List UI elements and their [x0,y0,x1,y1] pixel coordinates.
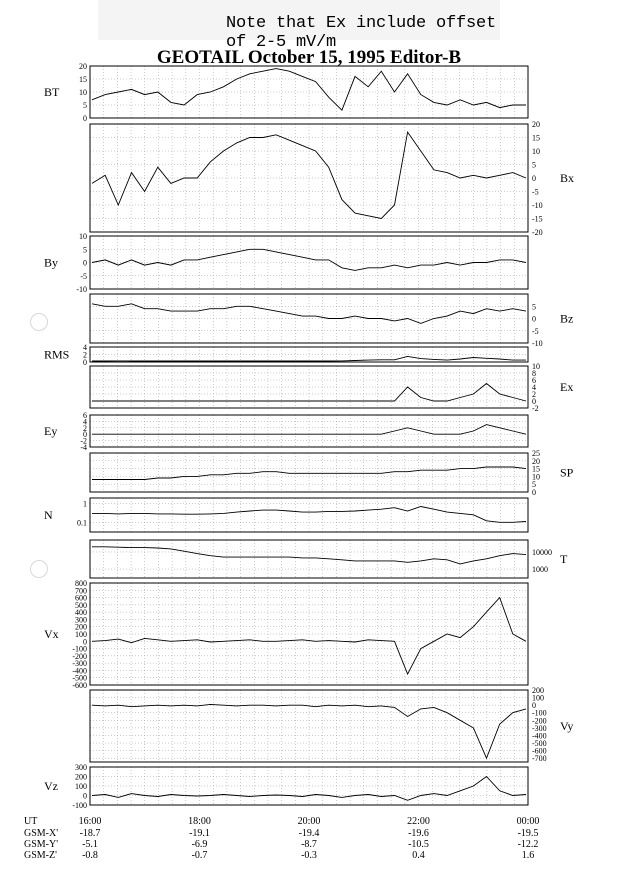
y-tick-label: 5 [532,480,536,490]
panel-rms [90,347,528,362]
y-tick-label: 5 [532,160,536,170]
y-tick-label: -600 [72,681,87,690]
y-tick-label: 20 [79,62,87,71]
y-tick-label: 500 [75,600,87,610]
panel-label: N [44,508,53,522]
y-tick-label: 0.1 [77,518,87,528]
series-line [92,249,526,270]
panel-label: BT [44,85,60,99]
y-tick-label: 20 [532,120,540,129]
y-tick-label: 0 [83,791,87,801]
series-line [92,425,526,435]
panel-label: Ex [560,380,574,394]
footer-value: -6.9 [191,839,208,850]
panel-bx [90,124,528,232]
panel-label: By [44,255,59,270]
footer-value: -12.2 [517,839,539,850]
panel-vy [90,690,528,762]
y-tick-label: 25 [532,449,540,458]
footer-value: 20:00 [297,816,321,827]
panel-sp [90,453,528,492]
y-tick-label: 0 [532,488,536,497]
y-tick-label: -300 [72,659,87,669]
y-tick-label: -300 [532,723,547,733]
footer-value: 1.6 [521,850,535,861]
y-tick-label: -400 [72,666,87,676]
y-tick-label: 0 [83,358,87,367]
y-tick-label: 6 [532,376,536,385]
y-tick-label: -200 [72,651,87,661]
y-tick-label: 300 [75,763,87,772]
y-tick-label: 4 [83,417,87,427]
y-tick-label: 15 [79,75,87,84]
y-tick-label: 300 [75,615,87,625]
y-tick-label: 2 [83,423,87,433]
panel-label: RMS [44,347,70,362]
y-tick-label: 5 [532,302,536,312]
panel-t [90,540,528,578]
y-tick-label: 100 [532,693,544,703]
y-tick-label: 0 [532,174,536,183]
footer-row-label: UT [24,816,38,827]
offset-note: Note that Ex include offset of 2-5 mV/m [226,14,497,52]
panel-label: Vx [44,627,59,641]
y-tick-label: 0 [83,637,87,647]
footer-value: 00:00 [516,816,540,827]
y-tick-label: 2 [532,390,536,399]
footer-value: -18.7 [79,828,101,839]
panel-frame [90,498,528,532]
y-tick-label: -500 [72,673,87,683]
footer-value: 22:00 [407,816,430,827]
y-tick-label: 100 [75,782,87,791]
y-tick-label: 5 [83,101,87,110]
footer-value: -19.4 [298,828,320,839]
footer-value: -0.7 [191,850,208,861]
y-tick-label: 400 [75,608,87,618]
panel-label: T [560,552,568,566]
panel-n [90,498,528,532]
panel-bz [90,294,528,343]
y-tick-label: -100 [532,708,547,718]
y-tick-label: 0 [83,258,87,268]
y-tick-label: -100 [72,801,87,810]
y-tick-label: 1 [83,499,87,509]
y-tick-label: -200 [532,716,547,726]
panel-label: Bz [560,311,574,326]
panel-label: Vy [560,719,574,733]
y-tick-label: 6 [83,411,87,420]
footer-value: 18:00 [188,816,211,827]
y-tick-label: -10 [532,339,543,348]
panel-label: SP [560,465,574,480]
y-tick-label: 10 [79,232,87,241]
panel-vx [90,583,528,685]
y-tick-label: 0 [83,430,87,440]
y-tick-label: 15 [532,133,540,143]
y-tick-label: 10000 [532,547,552,557]
footer-value: -10.5 [408,839,429,850]
footer-row-label: GSM-X' [24,828,59,839]
y-tick-label: 0 [532,701,536,711]
y-tick-label: -700 [532,754,547,764]
y-tick-label: -5 [532,326,539,336]
y-tick-label: -100 [72,644,87,654]
footer-value: 16:00 [78,816,102,827]
series-line [92,356,526,361]
footer-value: -19.6 [408,828,429,839]
y-tick-label: 600 [75,593,87,603]
panel-ey [90,415,528,447]
y-tick-label: 10 [532,147,540,156]
panel-label: Bx [560,171,575,185]
y-tick-label: 5 [83,245,87,255]
footer-row-label: GSM-Y' [24,839,59,850]
footer-value: 0.4 [412,850,425,861]
panel-ex [90,366,528,408]
footer-value: -5.1 [82,839,98,850]
y-tick-label: 8 [532,369,536,378]
y-tick-label: 200 [532,686,544,695]
y-tick-label: -10 [76,285,87,294]
chart-title: GEOTAIL October 15, 1995 Editor-B [156,47,462,68]
y-tick-label: 15 [532,464,540,474]
footer-value: -0.3 [301,850,317,861]
panel-label: Vz [44,779,58,793]
y-tick-label: -5 [80,271,87,281]
y-tick-label: -5 [532,187,539,197]
panel-by [90,236,528,289]
footer-value: -0.8 [82,850,98,861]
y-tick-label: 200 [75,772,87,782]
y-tick-label: 10 [532,362,540,371]
y-tick-label: -400 [532,731,547,741]
series-line [92,384,526,402]
footer-row-label: GSM-Z' [24,850,57,861]
y-tick-label: 100 [75,630,87,639]
panel-bt [90,66,528,118]
footer-value: -8.7 [301,839,317,850]
y-tick-label: 10 [79,88,87,97]
panel-label: Ey [44,424,58,438]
y-tick-label: 2 [83,350,87,360]
y-tick-label: -15 [532,214,543,224]
y-tick-label: -20 [532,228,543,237]
panel-vz [90,767,528,805]
y-tick-label: 200 [75,622,87,632]
y-tick-label: 4 [532,383,536,392]
series-line [92,69,526,111]
y-tick-label: 20 [532,456,540,466]
y-tick-label: 4 [83,343,87,352]
y-tick-label: 0 [83,114,87,123]
y-tick-label: -10 [532,201,543,210]
series-line [92,598,526,675]
footer-value: -19.5 [517,828,539,839]
y-tick-label: 800 [75,579,87,588]
y-tick-label: 1000 [532,565,548,575]
y-tick-label: 700 [75,586,87,596]
y-tick-label: -600 [532,746,547,756]
y-tick-label: 0 [532,314,536,324]
y-tick-label: -500 [532,739,547,749]
y-tick-label: -2 [80,436,87,446]
y-tick-label: 0 [532,397,536,406]
y-tick-label: -4 [80,443,87,452]
y-tick-label: 10 [532,472,540,482]
y-tick-label: -2 [532,404,539,413]
footer-value: -19.1 [189,828,210,839]
